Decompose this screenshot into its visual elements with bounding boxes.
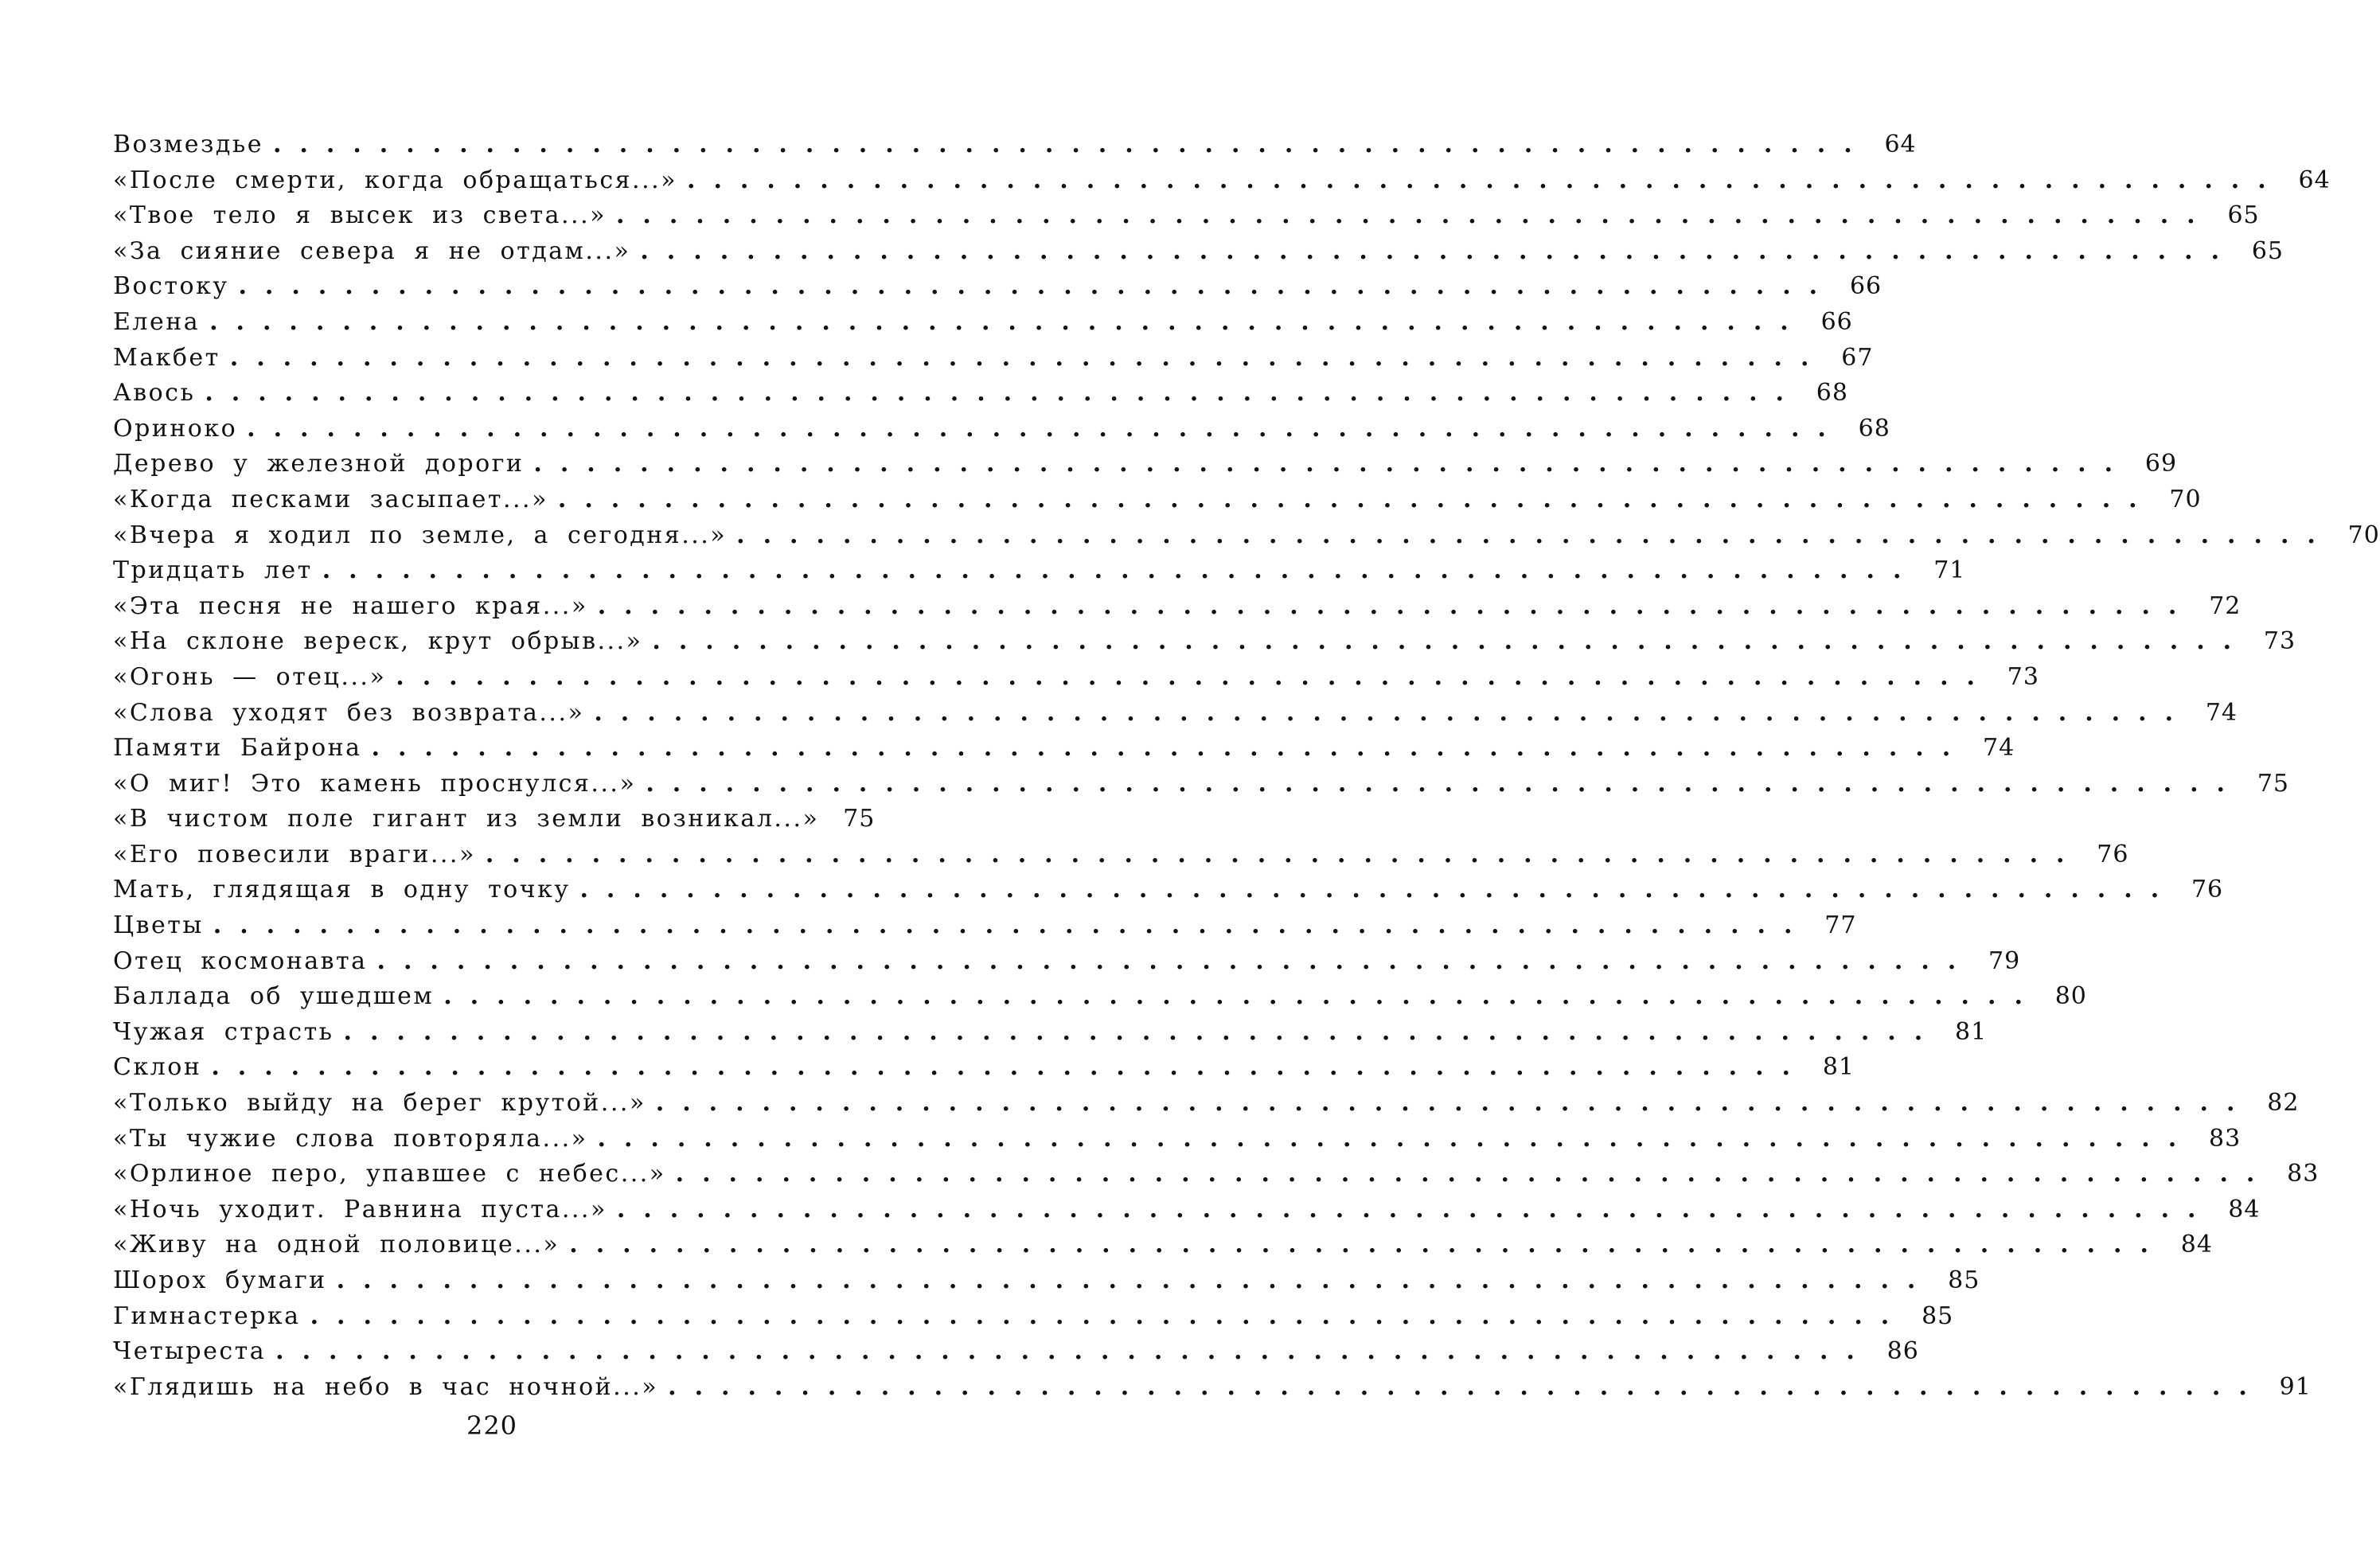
toc-entry <box>113 837 2129 873</box>
dot-leader: ............................................................ <box>579 876 2178 904</box>
dot-leader: ............................................................ <box>238 272 1836 301</box>
toc-entry-page: 65 <box>2251 236 2284 265</box>
dot-leader: ............................................................ <box>736 521 2334 549</box>
toc-entry-page: 91 <box>2279 1372 2312 1401</box>
dot-leader: ............................................................ <box>396 662 1993 691</box>
toc-entry-title: «Его повесили враги...» <box>113 840 476 868</box>
toc-entry <box>113 447 2178 482</box>
toc-entry-page: 81 <box>1822 1053 1855 1082</box>
dot-leader: ............................................................ <box>205 379 1802 408</box>
toc-entry-title: «После смерти, когда обращаться...» <box>113 166 678 194</box>
toc-entry-title: Ориноко <box>113 414 238 443</box>
toc-entry-title: Памяти Байрона <box>113 734 362 763</box>
toc-entry-page: 86 <box>1886 1337 1919 1366</box>
toc-entry-page: 67 <box>1841 343 1874 372</box>
toc-entry-page: 73 <box>2007 662 2039 691</box>
toc-entry-page: 65 <box>2227 201 2260 230</box>
toc-entry <box>113 589 2241 625</box>
toc-entry <box>113 553 1966 589</box>
table-of-contents <box>113 127 2380 1405</box>
dot-leader: ............................................................ <box>343 1017 1941 1046</box>
dot-leader: ............................................................ <box>640 236 2238 265</box>
toc-entry-page: 74 <box>1983 734 2015 763</box>
toc-entry-page: 70 <box>2347 521 2380 549</box>
toc-entry <box>113 944 2021 980</box>
page-number: 220 <box>466 1411 518 1441</box>
toc-entry <box>113 1015 1988 1051</box>
toc-entry-title: «Когда песками засыпает...» <box>113 485 548 513</box>
toc-entry-title: «Слова уходят без возврата...» <box>113 698 585 727</box>
toc-entry <box>113 376 1848 412</box>
toc-entry-page: 83 <box>2287 1160 2320 1188</box>
toc-entry-title: «В чистом поле гигант из земли возникал...» <box>113 805 820 833</box>
toc-entry-page: 75 <box>2257 769 2289 798</box>
toc-entry-title: Четыреста <box>113 1337 267 1366</box>
toc-entry-page: 68 <box>1816 379 1848 408</box>
toc-entry-title: «Ночь уходит. Равнина пуста...» <box>113 1195 607 1223</box>
dot-leader: ............................................................ <box>209 307 1807 336</box>
toc-entry-title: Баллада об ушедшем <box>113 982 435 1011</box>
toc-entry <box>113 1122 2241 1157</box>
toc-entry-title: «За сияние севера я не отдам...» <box>113 236 631 265</box>
dot-leader: ............................................................ <box>485 840 2083 868</box>
toc-entry <box>113 1157 2320 1192</box>
toc-entry-page: 85 <box>1922 1301 1954 1330</box>
dot-leader: ............................................................ <box>247 414 1844 443</box>
dot-leader: ............................................................ <box>569 1231 2167 1259</box>
toc-entry-title: «Глядишь на небо в час ночной...» <box>113 1372 659 1401</box>
dot-leader: ............................................................ <box>213 911 1811 940</box>
toc-entry-title: Макбет <box>113 343 220 372</box>
toc-entry-title: Склон <box>113 1053 202 1082</box>
toc-entry-page: 66 <box>1849 272 1883 301</box>
toc-entry <box>113 305 1853 341</box>
toc-entry-title: Дерево у железной дороги <box>113 450 525 478</box>
toc-entry <box>113 908 1857 944</box>
dot-leader: ............................................................ <box>597 1124 2195 1153</box>
dot-leader: ............................................................ <box>615 201 2214 230</box>
toc-entry-title: Цветы <box>113 911 204 940</box>
dot-leader: ............................................................ <box>322 556 1920 585</box>
toc-entry-page: 82 <box>2267 1089 2300 1118</box>
toc-entry-title: «Только выйду на берег крутой...» <box>113 1089 646 1118</box>
dot-leader: ............................................................ <box>668 1372 2265 1401</box>
toc-entry-title: Мать, глядящая в одну точку <box>113 876 571 904</box>
toc-entry-page: 83 <box>2209 1124 2241 1153</box>
toc-entry-page: 85 <box>1948 1266 1980 1294</box>
dot-leader: ............................................................ <box>616 1195 2214 1223</box>
toc-entry-title: Шорох бумаги <box>113 1266 327 1294</box>
toc-entry <box>113 696 2238 732</box>
dot-leader: ............................................................ <box>310 1301 1908 1330</box>
dot-leader: ............................................................ <box>675 1160 2273 1188</box>
dot-leader: ............................................................ <box>272 131 1871 158</box>
toc-entry-page: 79 <box>1988 946 2021 975</box>
toc-entry <box>113 482 2202 518</box>
toc-entry <box>113 518 2380 554</box>
toc-entry <box>113 979 2087 1015</box>
toc-entry-title: «Орлиное перо, упавшее с небес...» <box>113 1160 666 1188</box>
dot-leader: ............................................................ <box>533 450 2132 478</box>
dot-leader: ............................................................ <box>377 946 1975 975</box>
toc-entry <box>113 1334 1919 1370</box>
toc-entry-page: 72 <box>2209 591 2241 620</box>
dot-leader: ............................................................ <box>371 734 1969 763</box>
dot-leader: ............................................................ <box>646 769 2243 798</box>
toc-entry-page: 74 <box>2205 698 2238 727</box>
toc-entry-page: 64 <box>2298 166 2331 194</box>
toc-entry-title: «Огонь — отец...» <box>113 662 387 691</box>
toc-entry <box>113 198 2260 234</box>
toc-entry-title: «Живу на одной половице...» <box>113 1231 560 1259</box>
toc-entry <box>113 767 2289 802</box>
toc-entry-page: 73 <box>2263 627 2296 656</box>
dot-leader: ............................................................ <box>275 1337 1873 1366</box>
toc-entry <box>113 731 2015 767</box>
toc-entry <box>113 127 1917 163</box>
toc-entry-page: 77 <box>1824 911 1857 940</box>
dot-leader: ............................................................ <box>229 343 1828 372</box>
toc-entry <box>113 269 1883 305</box>
toc-entry-title: Чужая страсть <box>113 1017 334 1046</box>
toc-entry-title: «О миг! Это камень проснулся...» <box>113 769 637 798</box>
toc-entry <box>113 1086 2300 1122</box>
toc-entry <box>113 412 1890 447</box>
toc-entry <box>113 1370 2312 1406</box>
toc-entry-page: 81 <box>1955 1017 1988 1046</box>
toc-entry <box>113 341 1874 377</box>
dot-leader: ............................................................ <box>597 591 2195 620</box>
toc-entry-page: 66 <box>1820 307 1853 336</box>
toc-entry-page: 70 <box>2169 485 2202 513</box>
toc-entry <box>113 802 876 837</box>
toc-entry <box>113 624 2296 660</box>
dot-leader: ............................................................ <box>443 982 2041 1011</box>
toc-entry-title: «Ты чужие слова повторяла...» <box>113 1124 588 1153</box>
dot-leader: ............................................................ <box>594 698 2192 727</box>
toc-entry-page: 71 <box>1933 556 1966 585</box>
dot-leader: ............................................................ <box>655 1089 2253 1118</box>
toc-entry-page: 69 <box>2144 450 2178 478</box>
toc-entry-title: «На склоне вереск, крут обрыв...» <box>113 627 643 656</box>
toc-entry-title: Возмездье <box>113 131 263 158</box>
toc-entry-page: 80 <box>2054 982 2087 1011</box>
dot-leader: ............................................................ <box>336 1266 1934 1294</box>
toc-entry-page: 84 <box>2228 1195 2261 1223</box>
toc-entry <box>113 1299 1954 1335</box>
toc-entry <box>113 1263 1980 1299</box>
toc-entry-page: 68 <box>1858 414 1890 443</box>
toc-entry <box>113 872 2224 908</box>
toc-entry-page: 76 <box>2097 840 2129 868</box>
toc-entry-page: 64 <box>1884 131 1917 158</box>
toc-entry-page: 76 <box>2191 876 2224 904</box>
dot-leader: ............................................................ <box>557 485 2156 513</box>
toc-entry-page: 75 <box>843 805 876 833</box>
toc-entry-title: Елена <box>113 307 201 336</box>
toc-entry-title: Востоку <box>113 272 229 301</box>
toc-entry <box>113 1227 2213 1263</box>
toc-entry <box>113 163 2331 199</box>
toc-entry <box>113 1050 1855 1086</box>
toc-entry-title: «Эта песня не нашего края...» <box>113 591 588 620</box>
dot-leader: ............................................................ <box>211 1053 1808 1082</box>
dot-leader: ............................................................ <box>687 166 2284 194</box>
dot-leader: ............................................................ <box>652 627 2250 656</box>
toc-entry-title: Авось <box>113 379 196 408</box>
toc-entry <box>113 660 2039 696</box>
toc-entry-title: Тридцать лет <box>113 556 313 585</box>
toc-entry-title: Гимнастерка <box>113 1301 301 1330</box>
toc-entry-title: Отец космонавта <box>113 946 368 975</box>
toc-entry-title: «Твое тело я высек из света...» <box>113 201 607 230</box>
toc-entry <box>113 234 2284 270</box>
toc-entry-page: 84 <box>2180 1231 2213 1259</box>
toc-entry <box>113 1192 2261 1228</box>
toc-entry-title: «Вчера я ходил по земле, а сегодня...» <box>113 521 728 549</box>
